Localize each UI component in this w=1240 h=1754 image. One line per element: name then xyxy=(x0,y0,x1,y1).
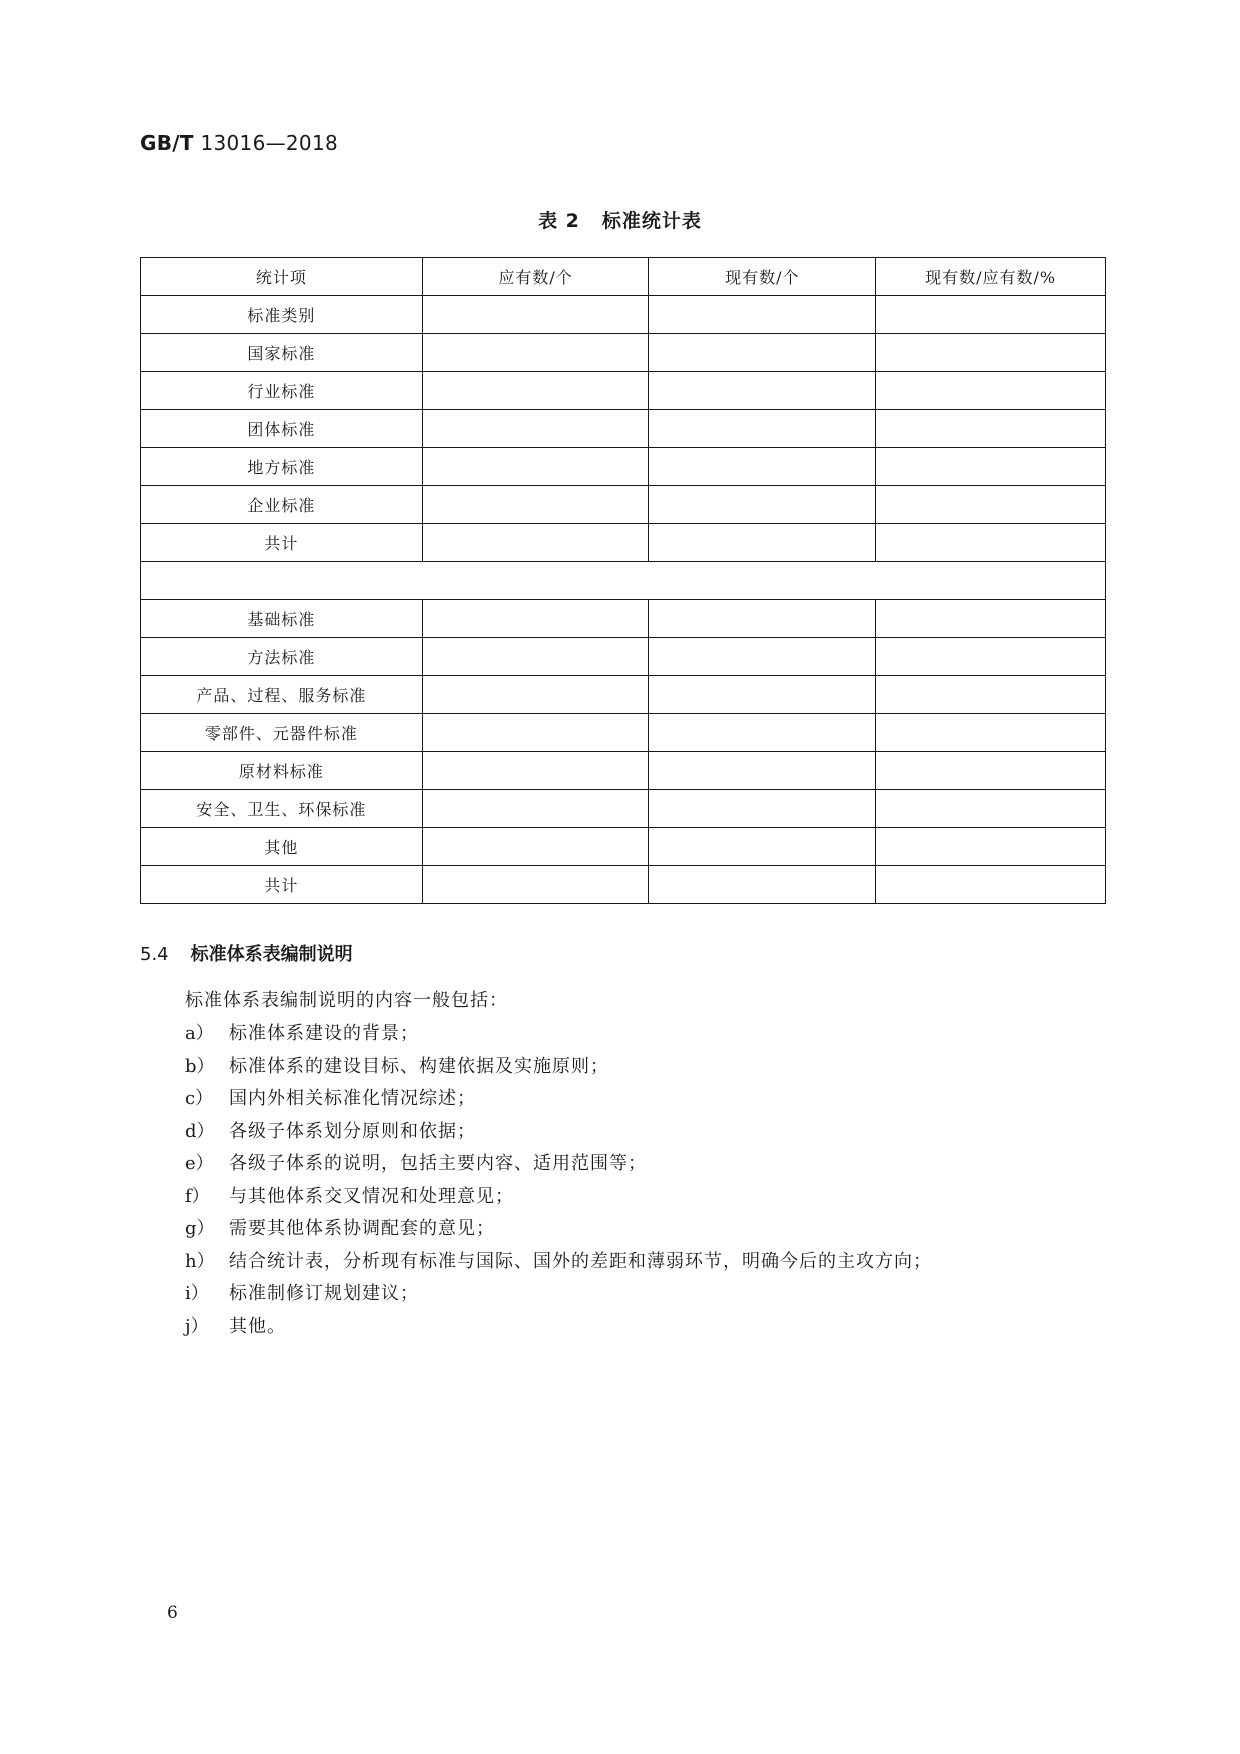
list-item xyxy=(185,1311,932,1344)
row-label: 其他 xyxy=(141,828,423,866)
empty-cell xyxy=(876,790,1106,828)
list-text: 与其他体系交叉情况和处理意见； xyxy=(229,1185,514,1207)
list-text: 需要其他体系协调配套的意见； xyxy=(229,1218,495,1239)
empty-cell xyxy=(876,828,1106,866)
row-label: 团体标准 xyxy=(141,410,423,448)
table-row xyxy=(141,790,1106,828)
header-statistic-item: 统计项 xyxy=(141,258,423,296)
empty-cell xyxy=(422,334,649,372)
row-label: 基础标准 xyxy=(141,600,423,638)
standard-code xyxy=(140,131,338,155)
header-ratio: 现有数/应有数/% xyxy=(876,258,1106,296)
list-text: 各级子体系划分原则和依据； xyxy=(229,1120,476,1142)
empty-cell xyxy=(422,524,649,562)
empty-cell xyxy=(649,790,876,828)
standard-code-number: 13016—2018 xyxy=(200,131,339,155)
empty-cell xyxy=(649,410,876,448)
row-label: 原材料标准 xyxy=(141,752,423,790)
empty-cell xyxy=(422,486,649,524)
section-number: 5.4 xyxy=(140,944,169,965)
list-marker: f） xyxy=(185,1185,210,1207)
row-label: 安全、卫生、环保标准 xyxy=(141,790,423,828)
empty-cell xyxy=(649,448,876,486)
table-row xyxy=(141,828,1106,866)
list-marker: b） xyxy=(185,1055,215,1077)
table-row xyxy=(141,600,1106,638)
list-item xyxy=(185,1278,932,1311)
empty-cell xyxy=(422,676,649,714)
row-label: 产品、过程、服务标准 xyxy=(141,676,423,714)
list-text: 标准制修订规划建议； xyxy=(229,1283,419,1304)
list-item xyxy=(185,1116,932,1149)
table-row xyxy=(141,524,1106,562)
table-row xyxy=(141,676,1106,714)
empty-cell xyxy=(649,524,876,562)
empty-cell xyxy=(649,828,876,866)
list-marker: d） xyxy=(185,1120,215,1142)
row-label: 共计 xyxy=(141,524,423,562)
row-label: 地方标准 xyxy=(141,448,423,486)
empty-cell xyxy=(422,714,649,752)
list-marker: j） xyxy=(185,1315,209,1337)
table-caption-label: 表 2 xyxy=(538,210,580,232)
list-marker: i） xyxy=(185,1283,209,1304)
list-text: 其他。 xyxy=(229,1315,286,1337)
empty-cell xyxy=(649,296,876,334)
empty-cell xyxy=(422,372,649,410)
empty-cell xyxy=(649,372,876,410)
empty-cell xyxy=(649,486,876,524)
list-marker: c） xyxy=(185,1088,214,1109)
list-item xyxy=(185,1018,932,1051)
empty-cell xyxy=(422,790,649,828)
table-row xyxy=(141,372,1106,410)
empty-cell xyxy=(876,486,1106,524)
table-separator-row xyxy=(141,562,1106,600)
list-item xyxy=(185,1083,932,1116)
list-marker: a） xyxy=(185,1023,214,1044)
separator-cell xyxy=(141,562,1106,600)
list-text: 标准体系的建设目标、构建依据及实施原则； xyxy=(229,1055,609,1077)
table-row xyxy=(141,638,1106,676)
row-label: 国家标准 xyxy=(141,334,423,372)
empty-cell xyxy=(649,866,876,904)
empty-cell xyxy=(876,638,1106,676)
empty-cell xyxy=(422,866,649,904)
empty-cell xyxy=(649,714,876,752)
table-row xyxy=(141,752,1106,790)
empty-cell xyxy=(422,296,649,334)
empty-cell xyxy=(422,752,649,790)
page-number: 6 xyxy=(167,1603,178,1623)
empty-cell xyxy=(876,752,1106,790)
table-row xyxy=(141,296,1106,334)
empty-cell xyxy=(876,714,1106,752)
content-list xyxy=(185,1018,932,1343)
section-title: 标准体系表编制说明 xyxy=(190,944,353,965)
row-label: 标准类别 xyxy=(141,296,423,334)
list-text: 各级子体系的说明，包括主要内容、适用范围等； xyxy=(229,1153,647,1174)
table-row xyxy=(141,334,1106,372)
empty-cell xyxy=(422,828,649,866)
list-item xyxy=(185,1246,932,1279)
table-row xyxy=(141,714,1106,752)
table-row xyxy=(141,866,1106,904)
row-label: 行业标准 xyxy=(141,372,423,410)
list-marker: g） xyxy=(185,1218,215,1239)
list-item xyxy=(185,1181,932,1214)
section-heading xyxy=(140,940,353,966)
table-row xyxy=(141,410,1106,448)
empty-cell xyxy=(876,676,1106,714)
table-row xyxy=(141,448,1106,486)
table-caption-title: 标准统计表 xyxy=(601,210,702,232)
list-marker: e） xyxy=(185,1153,214,1174)
empty-cell xyxy=(422,410,649,448)
header-required-count: 应有数/个 xyxy=(422,258,649,296)
empty-cell xyxy=(876,334,1106,372)
table-row xyxy=(141,486,1106,524)
row-label: 共计 xyxy=(141,866,423,904)
empty-cell xyxy=(876,448,1106,486)
empty-cell xyxy=(649,752,876,790)
list-text: 结合统计表，分析现有标准与国际、国外的差距和薄弱环节，明确今后的主攻方向； xyxy=(229,1250,932,1272)
empty-cell xyxy=(876,410,1106,448)
empty-cell xyxy=(876,372,1106,410)
header-existing-count: 现有数/个 xyxy=(649,258,876,296)
empty-cell xyxy=(422,600,649,638)
row-label: 企业标准 xyxy=(141,486,423,524)
list-text: 国内外相关标准化情况综述； xyxy=(229,1088,476,1109)
empty-cell xyxy=(649,638,876,676)
table-caption xyxy=(0,206,1240,233)
empty-cell xyxy=(422,638,649,676)
empty-cell xyxy=(876,866,1106,904)
empty-cell xyxy=(876,600,1106,638)
standard-code-prefix: GB/T xyxy=(140,131,194,155)
list-marker: h） xyxy=(185,1250,215,1272)
section-intro: 标准体系表编制说明的内容一般包括： xyxy=(185,990,508,1011)
list-text: 标准体系建设的背景； xyxy=(229,1023,419,1044)
empty-cell xyxy=(649,676,876,714)
list-item xyxy=(185,1051,932,1084)
empty-cell xyxy=(422,448,649,486)
empty-cell xyxy=(649,334,876,372)
list-item xyxy=(185,1213,932,1246)
list-item xyxy=(185,1148,932,1181)
table-header-row xyxy=(141,258,1106,296)
empty-cell xyxy=(876,296,1106,334)
row-label: 零部件、元器件标准 xyxy=(141,714,423,752)
standard-statistics-table xyxy=(140,257,1106,904)
row-label: 方法标准 xyxy=(141,638,423,676)
empty-cell xyxy=(649,600,876,638)
empty-cell xyxy=(876,524,1106,562)
